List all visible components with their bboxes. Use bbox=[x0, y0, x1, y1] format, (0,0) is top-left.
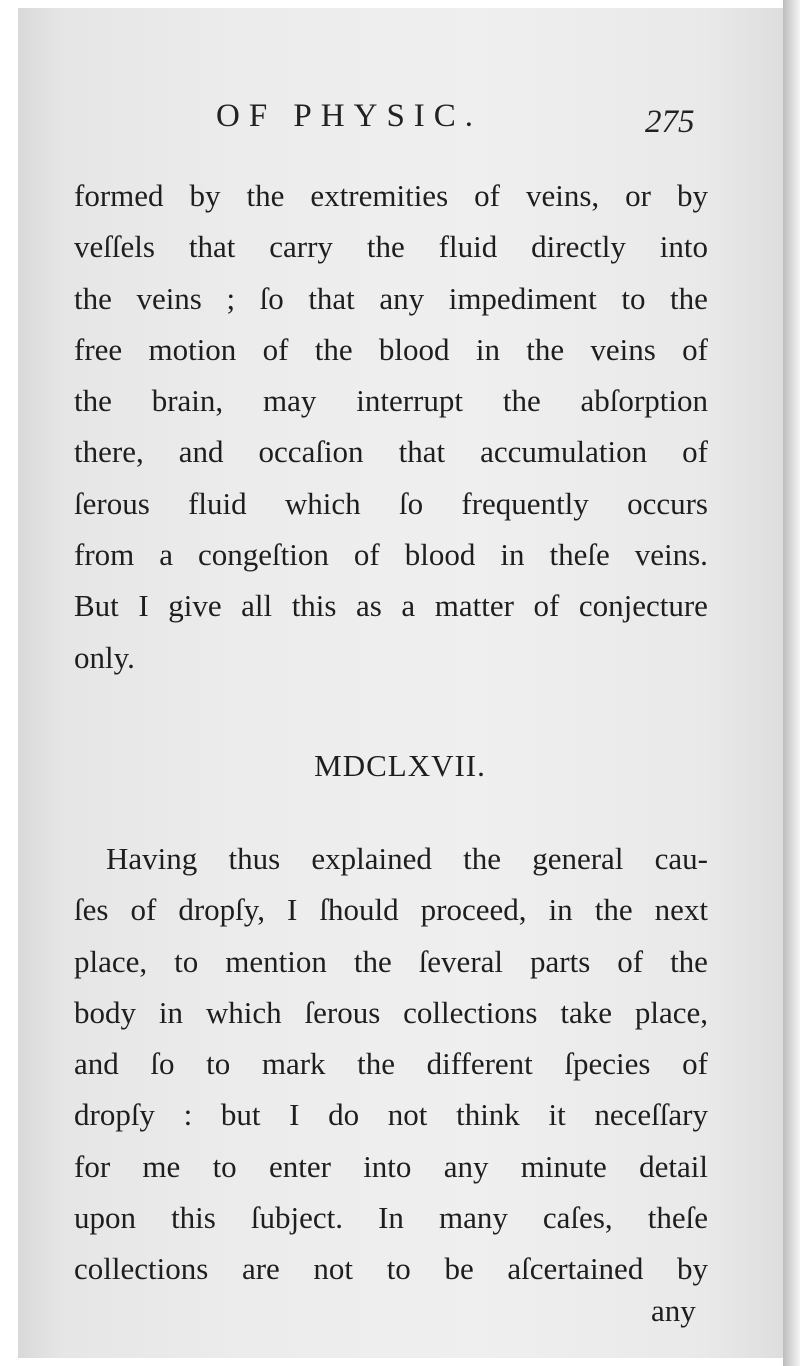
text-line: the veins ; ſo that any impediment to the bbox=[74, 280, 708, 316]
text-line: there, and occaſion that accumulation of bbox=[74, 434, 708, 470]
text-line: dropſy : but I do not think it neceſſary bbox=[74, 1097, 708, 1133]
text-line: free motion of the blood in the veins of bbox=[74, 331, 708, 367]
running-head bbox=[0, 98, 800, 138]
page-edge-shadow bbox=[783, 0, 800, 1366]
text-line: ſes of dropſy, I ſhould proceed, in the next bbox=[74, 892, 708, 928]
text-line: the brain, may interrupt the abſorption bbox=[74, 383, 708, 419]
text-line: and ſo to mark the different ſpecies of bbox=[74, 1046, 708, 1082]
running-head-title: OF PHYSIC. bbox=[216, 98, 483, 134]
text-line: for me to enter into any minute detail bbox=[74, 1148, 708, 1184]
text-line: But I give all this as a matter of conjecture bbox=[74, 588, 708, 624]
text-line: upon this ſubject. In many caſes, theſe bbox=[74, 1200, 708, 1236]
text-line: only. bbox=[74, 639, 135, 675]
text-line: Having thus explained the general cau- bbox=[106, 841, 708, 876]
text-line: place, to mention the ſeveral parts of the bbox=[74, 943, 708, 979]
section-heading: MDCLXVII. bbox=[314, 748, 486, 783]
page-number: 275 bbox=[645, 104, 695, 140]
text-line: veſſels that carry the fluid directly into bbox=[74, 229, 708, 265]
text-line: body in which ſerous collections take place, bbox=[74, 994, 708, 1030]
paragraph-2 bbox=[74, 833, 708, 1295]
paragraph-1 bbox=[74, 170, 708, 683]
text-line: collections are not to be aſcertained by bbox=[74, 1251, 708, 1287]
catchword: any bbox=[651, 1293, 696, 1328]
text-line: ſerous fluid which ſo frequently occurs bbox=[74, 485, 708, 521]
text-line: from a congeſtion of blood in theſe veins. bbox=[74, 537, 708, 573]
text-line: formed by the extremities of veins, or by bbox=[74, 178, 708, 213]
